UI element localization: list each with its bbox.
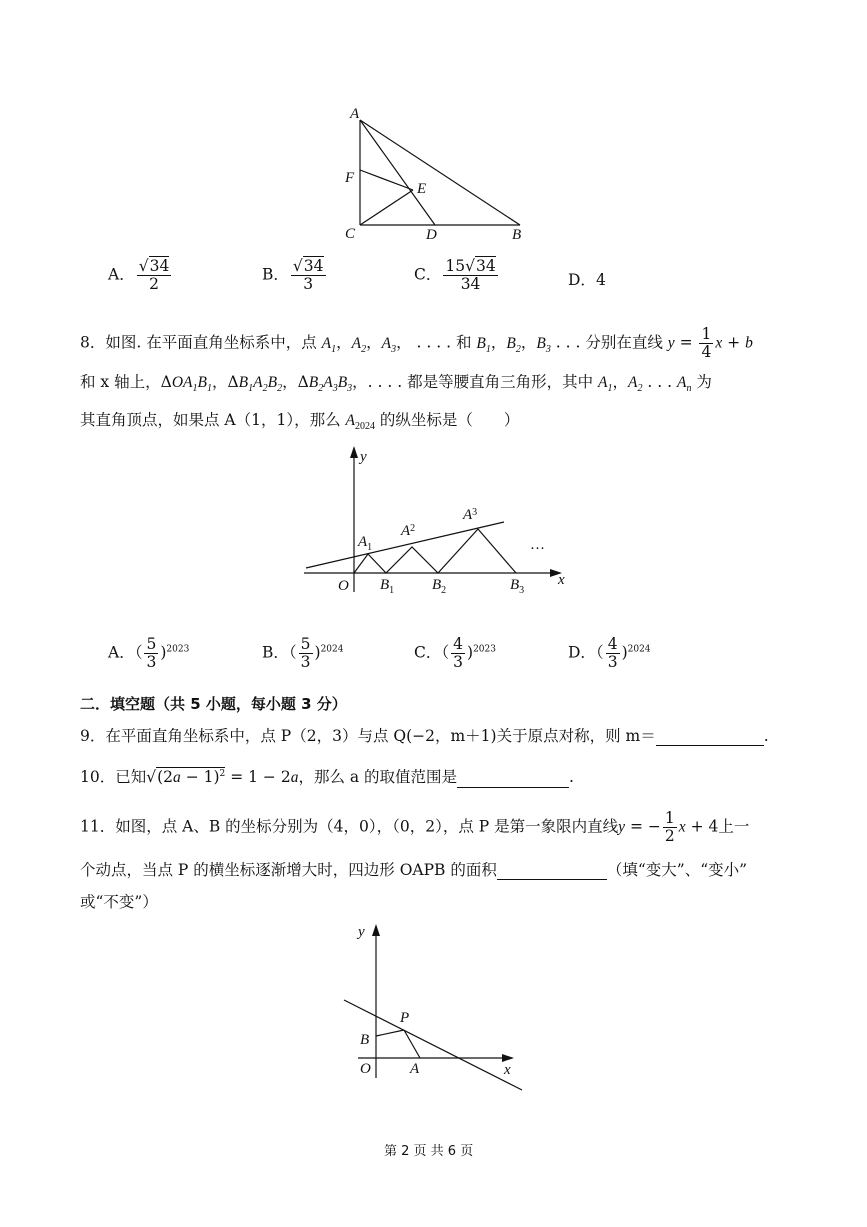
q9-line: 9．在平面直角坐标系中，点 P（2，3）与点 Q(−2，m＋1)关于原点对称，则 m＝ . bbox=[80, 727, 769, 745]
fig8-label-O: O bbox=[338, 578, 349, 594]
q7a-den: 2 bbox=[149, 275, 159, 293]
q7c-num: 34 bbox=[476, 257, 496, 275]
fig8-label-B2: $B_2$ bbox=[432, 577, 447, 596]
q10-answer-blank[interactable] bbox=[457, 771, 569, 788]
section-2-heading: 二．填空题（共 5 小题，每小题 3 分） bbox=[80, 695, 347, 713]
q7b-num: 34 bbox=[303, 257, 324, 275]
q7a-num: 34 bbox=[149, 257, 170, 275]
fig8-label-B3: $B_3$ bbox=[510, 577, 525, 596]
fig7-label-E: E bbox=[417, 181, 427, 197]
option-label: D． bbox=[568, 271, 596, 289]
fig11-label-A: A bbox=[410, 1061, 420, 1077]
figure-q8-coordinate bbox=[298, 440, 578, 600]
q7-option-c[interactable]: C． $\frac{15√34}{34}$ bbox=[414, 257, 496, 293]
q11-line-3: 或“不变”） bbox=[80, 893, 158, 911]
fig11-label-O: O bbox=[360, 1061, 371, 1077]
fig8-dots: … bbox=[530, 537, 545, 553]
fig7-label-D: D bbox=[426, 227, 437, 243]
q7c-den: 34 bbox=[460, 275, 481, 293]
q8-option-c[interactable]: C．（ $\frac{4}{3}$ )$^{2023}$ bbox=[414, 635, 496, 671]
q7-option-b[interactable]: B． $\frac{√34}{3}$ bbox=[262, 257, 324, 293]
q7c-coef: 15 bbox=[445, 257, 466, 275]
fig7-label-C: C bbox=[345, 226, 356, 242]
option-label: A． bbox=[108, 265, 135, 284]
q11-eq-num: 1 bbox=[664, 809, 675, 827]
option-label: C． bbox=[414, 265, 442, 284]
q8-option-a[interactable]: A．（ $\frac{5}{3}$ )$^{2023}$ bbox=[108, 635, 190, 671]
q8-eq-num: 1 bbox=[701, 325, 712, 343]
q7-option-a[interactable]: A． $\frac{√34}{2}$ bbox=[108, 257, 170, 293]
figure-q11-coordinate bbox=[336, 918, 536, 1098]
q11-line-1: 11．如图，点 A、B 的坐标分别为（4，0），（0，2），点 P 是第一象限内直线y = − $\frac{1}{2}$ x + 4上一 bbox=[80, 809, 750, 845]
figure-q7-triangle bbox=[336, 104, 536, 244]
q8-line-3: 其直角顶点，如果点 A（1，1），那么 $A_{2024}$ 的纵坐标是（ ） bbox=[80, 411, 520, 433]
page-footer: 第 2 页 共 6 页 bbox=[384, 1144, 474, 1159]
fig7-label-B: B bbox=[512, 227, 522, 243]
q8-option-d[interactable]: D．（ $\frac{4}{3}$ )$^{2024}$ bbox=[568, 635, 651, 671]
option-label: B． bbox=[262, 265, 289, 284]
fig8-label-y: y bbox=[360, 449, 367, 465]
q11-answer-blank[interactable] bbox=[497, 863, 607, 880]
fig8-label-A1: $A_1$ bbox=[358, 534, 373, 553]
fig11-label-B: B bbox=[360, 1032, 370, 1048]
q8-option-b[interactable]: B．（ $\frac{5}{3}$ )$^{2024}$ bbox=[262, 635, 344, 671]
fig11-label-x: x bbox=[504, 1062, 511, 1078]
fig8-label-A3: $A^3$ bbox=[463, 507, 478, 523]
fig11-label-y: y bbox=[358, 924, 365, 940]
q8-line-2: 和 x 轴上，$\Delta OA_1B_1$，$\Delta B_1A_2B_2$，$\Delta B_2A_3B_3$，. . . . 都是等腰直角三角形，其中 $A_1$，$A_2$ . . . $A_n$ 为 bbox=[80, 373, 712, 395]
q10-line: 10．已知$√(2a - 1)^2 = 1 - 2a$，那么 a 的取值范围是 . bbox=[80, 768, 574, 787]
q8-line-1: 8．如图. 在平面直角坐标系中，点 $A_1$，$A_2$，$A_3$， . . . . 和 $B_1$，$B_2$，$B_3$ . . . 分别在直线 y = $\frac{1}{4}$ x + b bbox=[80, 325, 753, 361]
q11-eq-den: 2 bbox=[664, 827, 675, 845]
q7b-den: 3 bbox=[303, 275, 314, 293]
fig7-label-A: A bbox=[350, 106, 360, 122]
fig11-label-P: P bbox=[400, 1010, 410, 1026]
fig7-label-F: F bbox=[345, 170, 355, 186]
q7d-value: 4 bbox=[595, 271, 606, 289]
q11-line-2: 个动点，当点 P 的横坐标逐渐增大时，四边形 OAPB 的面积 （填“变大”、“变小” bbox=[80, 861, 748, 879]
fig8-label-A2: $A^2$ bbox=[401, 523, 416, 539]
fig8-label-B1: $B_1$ bbox=[380, 577, 395, 596]
q7-option-d[interactable] bbox=[568, 270, 606, 290]
q8-eq-den: 4 bbox=[701, 343, 712, 361]
fig8-label-x: x bbox=[558, 572, 565, 588]
q9-answer-blank[interactable] bbox=[656, 729, 764, 746]
